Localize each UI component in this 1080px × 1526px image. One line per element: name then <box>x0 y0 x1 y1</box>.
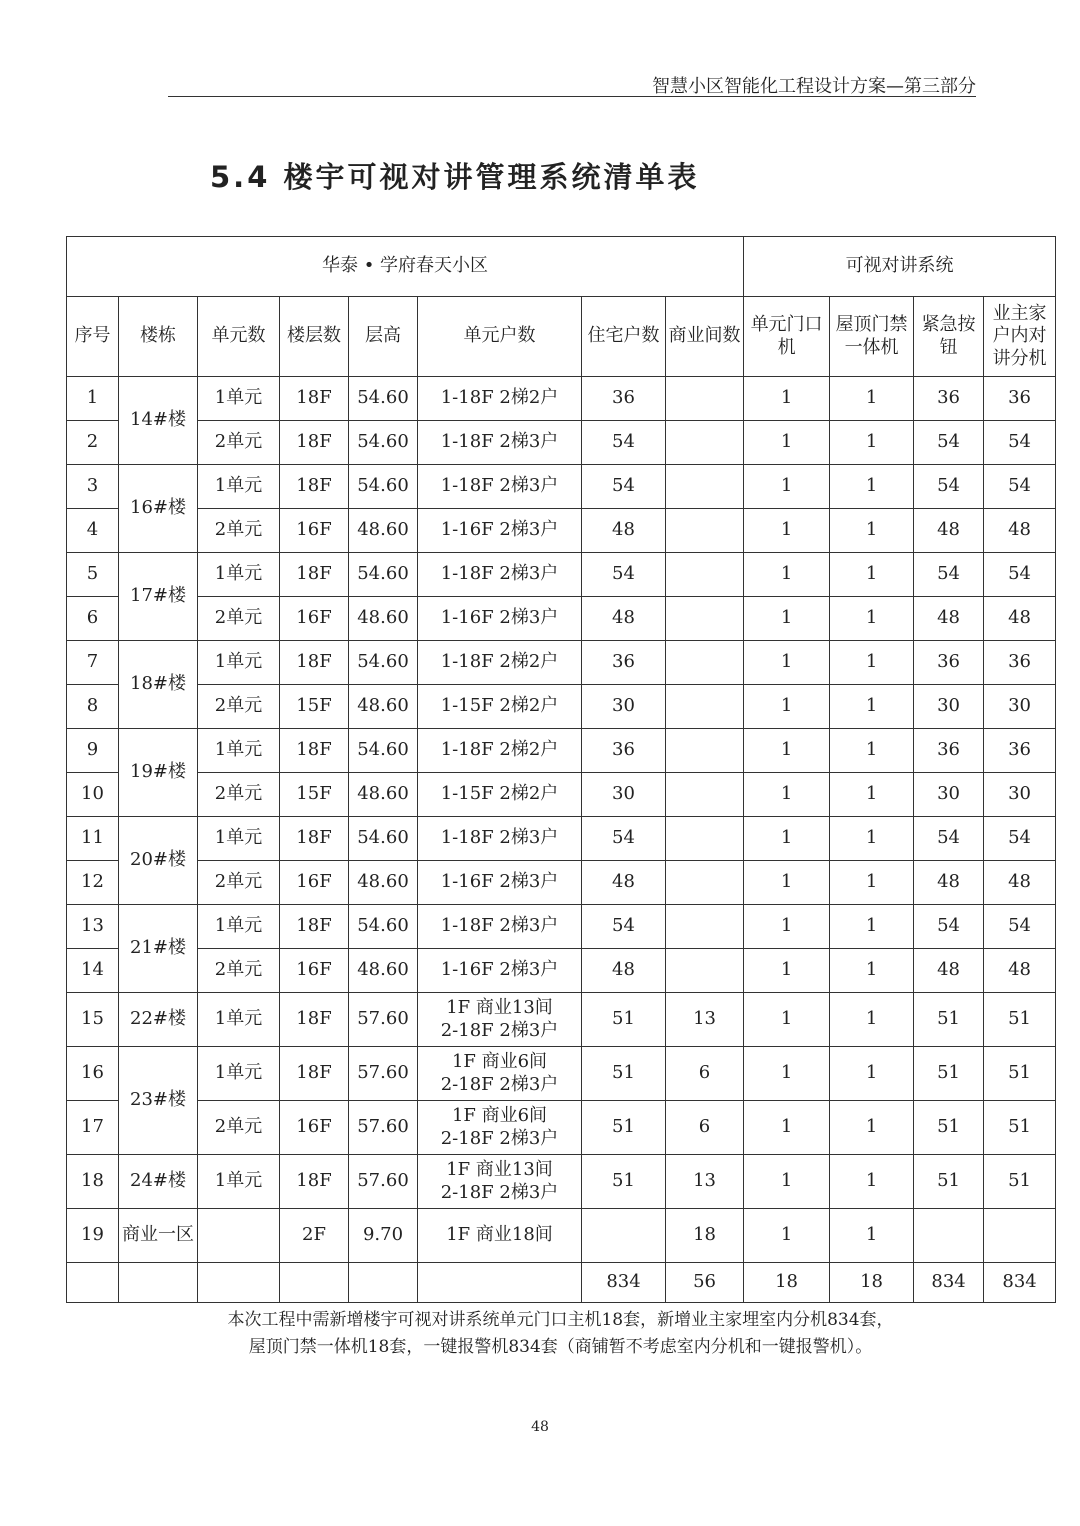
household-cell: 1-18F 2梯2户 <box>418 729 582 773</box>
document-header-title: 智慧小区智能化工程设计方案—第三部分 <box>652 76 976 97</box>
col-header-emergency-button: 紧急按钮 <box>914 297 984 377</box>
building-cell: 14#楼 <box>119 377 198 465</box>
floor-cell: 18F <box>280 993 349 1047</box>
table-row <box>67 1155 1056 1209</box>
residential-cell <box>582 1209 666 1263</box>
row-index: 10 <box>67 773 119 817</box>
residential-cell: 48 <box>582 861 666 905</box>
floor-cell: 18F <box>280 729 349 773</box>
residential-cell: 54 <box>582 905 666 949</box>
floor-cell: 18F <box>280 377 349 421</box>
unit-cell: 2单元 <box>198 509 280 553</box>
totals-row <box>67 1263 1056 1303</box>
roof-access-cell: 1 <box>830 729 914 773</box>
empty-cell <box>349 1263 418 1303</box>
door-station-cell: 1 <box>744 1209 830 1263</box>
height-cell: 48.60 <box>349 597 418 641</box>
row-index: 3 <box>67 465 119 509</box>
empty-cell <box>280 1263 349 1303</box>
table-row <box>67 509 1056 553</box>
residential-cell: 36 <box>582 377 666 421</box>
unit-cell: 1单元 <box>198 553 280 597</box>
floor-cell: 16F <box>280 1101 349 1155</box>
height-cell: 48.60 <box>349 861 418 905</box>
commercial-cell <box>666 421 744 465</box>
row-index: 8 <box>67 685 119 729</box>
unit-cell: 2单元 <box>198 421 280 465</box>
table-row <box>67 685 1056 729</box>
unit-cell: 2单元 <box>198 1101 280 1155</box>
indoor-unit-cell: 54 <box>984 421 1056 465</box>
household-line-2: 2-18F 2梯3户 <box>440 1019 559 1041</box>
household-line-2: 2-18F 2梯3户 <box>440 1127 559 1149</box>
section-title: 5.4 楼宇可视对讲管理系统清单表 <box>210 160 700 194</box>
height-cell: 54.60 <box>349 553 418 597</box>
floor-cell: 15F <box>280 685 349 729</box>
height-cell: 54.60 <box>349 421 418 465</box>
building-cell: 20#楼 <box>119 817 198 905</box>
household-cell <box>418 993 582 1047</box>
household-cell: 1-18F 2梯2户 <box>418 641 582 685</box>
commercial-cell <box>666 949 744 993</box>
empty-cell <box>119 1263 198 1303</box>
indoor-unit-cell: 54 <box>984 817 1056 861</box>
indoor-unit-cell: 30 <box>984 773 1056 817</box>
roof-access-cell: 1 <box>830 377 914 421</box>
empty-cell <box>198 1263 280 1303</box>
building-cell: 24#楼 <box>119 1155 198 1209</box>
household-line-1: 1F 商业13间 <box>446 1159 553 1180</box>
row-index: 18 <box>67 1155 119 1209</box>
floor-cell: 16F <box>280 597 349 641</box>
emergency-cell: 36 <box>914 729 984 773</box>
commercial-cell <box>666 861 744 905</box>
indoor-unit-cell: 48 <box>984 949 1056 993</box>
emergency-cell: 30 <box>914 773 984 817</box>
indoor-unit-cell <box>984 1209 1056 1263</box>
total-roof-access: 18 <box>830 1263 914 1303</box>
unit-cell: 2单元 <box>198 597 280 641</box>
roof-access-cell: 1 <box>830 597 914 641</box>
roof-access-cell: 1 <box>830 509 914 553</box>
emergency-cell: 51 <box>914 1047 984 1101</box>
door-station-cell: 1 <box>744 1047 830 1101</box>
household-cell <box>418 1101 582 1155</box>
door-station-cell: 1 <box>744 861 830 905</box>
height-cell: 48.60 <box>349 949 418 993</box>
table-row <box>67 817 1056 861</box>
height-cell: 54.60 <box>349 465 418 509</box>
height-cell: 48.60 <box>349 685 418 729</box>
height-cell: 54.60 <box>349 641 418 685</box>
door-station-cell: 1 <box>744 421 830 465</box>
residential-cell: 48 <box>582 509 666 553</box>
household-cell <box>418 1155 582 1209</box>
col-header-residential: 住宅户数 <box>582 297 666 377</box>
table-row <box>67 861 1056 905</box>
building-cell: 商业一区 <box>119 1209 198 1263</box>
empty-cell <box>418 1263 582 1303</box>
commercial-cell <box>666 817 744 861</box>
emergency-cell: 36 <box>914 377 984 421</box>
roof-access-cell: 1 <box>830 465 914 509</box>
summary-note-line-2: 屋顶门禁一体机18套，一键报警机834套（商铺暂不考虑室内分机和一键报警机）。 <box>248 1337 873 1357</box>
household-cell: 1-18F 2梯3户 <box>418 421 582 465</box>
empty-cell <box>67 1263 119 1303</box>
emergency-cell: 54 <box>914 817 984 861</box>
household-line-1: 1F 商业6间 <box>451 1051 548 1072</box>
indoor-unit-cell: 54 <box>984 905 1056 949</box>
emergency-cell <box>914 1209 984 1263</box>
unit-cell: 2单元 <box>198 861 280 905</box>
roof-access-cell: 1 <box>830 773 914 817</box>
total-door-station: 18 <box>744 1263 830 1303</box>
residential-cell: 54 <box>582 817 666 861</box>
row-index: 9 <box>67 729 119 773</box>
row-index: 14 <box>67 949 119 993</box>
roof-access-cell: 1 <box>830 1155 914 1209</box>
floor-cell: 18F <box>280 641 349 685</box>
roof-access-cell: 1 <box>830 1047 914 1101</box>
table-row <box>67 1101 1056 1155</box>
unit-cell: 2单元 <box>198 949 280 993</box>
row-index: 19 <box>67 1209 119 1263</box>
door-station-cell: 1 <box>744 509 830 553</box>
indoor-unit-cell: 48 <box>984 509 1056 553</box>
table-row <box>67 597 1056 641</box>
summary-note-line-1: 本次工程中需新增楼宇可视对讲系统单元门口主机18套，新增业主家埋室内分机834套， <box>227 1310 894 1330</box>
door-station-cell: 1 <box>744 1101 830 1155</box>
household-cell <box>418 1047 582 1101</box>
building-cell: 22#楼 <box>119 993 198 1047</box>
indoor-unit-cell: 54 <box>984 553 1056 597</box>
indoor-unit-cell: 51 <box>984 1101 1056 1155</box>
residential-cell: 54 <box>582 465 666 509</box>
indoor-unit-cell: 48 <box>984 597 1056 641</box>
floor-cell: 15F <box>280 773 349 817</box>
residential-cell: 51 <box>582 1155 666 1209</box>
building-cell: 21#楼 <box>119 905 198 993</box>
table-row <box>67 949 1056 993</box>
household-line-1: 1F 商业6间 <box>451 1105 548 1126</box>
table-column-header-row <box>67 297 1056 377</box>
commercial-cell <box>666 377 744 421</box>
height-cell: 54.60 <box>349 729 418 773</box>
door-station-cell: 1 <box>744 729 830 773</box>
col-header-units: 单元数 <box>198 297 280 377</box>
residential-cell: 54 <box>582 553 666 597</box>
row-index: 17 <box>67 1101 119 1155</box>
col-header-index: 序号 <box>67 297 119 377</box>
indoor-unit-cell: 51 <box>984 1155 1056 1209</box>
floor-cell: 16F <box>280 949 349 993</box>
household-cell: 1-16F 2梯3户 <box>418 509 582 553</box>
height-cell: 57.60 <box>349 1047 418 1101</box>
row-index: 6 <box>67 597 119 641</box>
roof-access-cell: 1 <box>830 553 914 597</box>
height-cell: 54.60 <box>349 817 418 861</box>
height-cell: 48.60 <box>349 509 418 553</box>
col-header-height: 层高 <box>349 297 418 377</box>
intercom-inventory-table <box>66 236 1056 1303</box>
indoor-unit-cell: 30 <box>984 685 1056 729</box>
row-index: 2 <box>67 421 119 465</box>
table-row <box>67 641 1056 685</box>
col-header-floors: 楼层数 <box>280 297 349 377</box>
indoor-unit-cell: 36 <box>984 729 1056 773</box>
household-line-1: 1F 商业13间 <box>446 997 553 1018</box>
col-header-building: 楼栋 <box>119 297 198 377</box>
table-row <box>67 729 1056 773</box>
unit-cell: 1单元 <box>198 641 280 685</box>
household-cell: 1-18F 2梯3户 <box>418 817 582 861</box>
residential-cell: 36 <box>582 729 666 773</box>
roof-access-cell: 1 <box>830 905 914 949</box>
floor-cell: 18F <box>280 1155 349 1209</box>
floor-cell: 18F <box>280 553 349 597</box>
floor-cell: 18F <box>280 817 349 861</box>
table-row <box>67 377 1056 421</box>
indoor-unit-cell: 48 <box>984 861 1056 905</box>
household-cell: 1-18F 2梯3户 <box>418 465 582 509</box>
table-group-header-row <box>67 237 1056 297</box>
commercial-cell <box>666 553 744 597</box>
door-station-cell: 1 <box>744 817 830 861</box>
row-index: 13 <box>67 905 119 949</box>
floor-cell: 18F <box>280 465 349 509</box>
height-cell: 54.60 <box>349 905 418 949</box>
unit-cell <box>198 1209 280 1263</box>
row-index: 1 <box>67 377 119 421</box>
page-number: 48 <box>531 1419 549 1435</box>
residential-cell: 30 <box>582 685 666 729</box>
emergency-cell: 54 <box>914 553 984 597</box>
commercial-cell: 18 <box>666 1209 744 1263</box>
unit-cell: 1单元 <box>198 817 280 861</box>
door-station-cell: 1 <box>744 641 830 685</box>
door-station-cell: 1 <box>744 905 830 949</box>
door-station-cell: 1 <box>744 597 830 641</box>
table-row <box>67 993 1056 1047</box>
commercial-cell <box>666 905 744 949</box>
total-commercial: 56 <box>666 1263 744 1303</box>
header-divider <box>168 96 976 97</box>
row-index: 7 <box>67 641 119 685</box>
col-header-door-station: 单元门口机 <box>744 297 830 377</box>
residential-cell: 54 <box>582 421 666 465</box>
commercial-cell <box>666 685 744 729</box>
commercial-cell: 6 <box>666 1101 744 1155</box>
table-row <box>67 905 1056 949</box>
height-cell: 57.60 <box>349 993 418 1047</box>
household-cell: 1-15F 2梯2户 <box>418 773 582 817</box>
commercial-cell <box>666 509 744 553</box>
door-station-cell: 1 <box>744 993 830 1047</box>
roof-access-cell: 1 <box>830 817 914 861</box>
commercial-cell: 13 <box>666 1155 744 1209</box>
household-cell: 1-15F 2梯2户 <box>418 685 582 729</box>
household-line-2: 2-18F 2梯3户 <box>440 1073 559 1095</box>
emergency-cell: 48 <box>914 949 984 993</box>
col-header-indoor-unit: 业主家户内对讲分机 <box>984 297 1056 377</box>
floor-cell: 18F <box>280 421 349 465</box>
household-cell: 1-18F 2梯2户 <box>418 377 582 421</box>
table-row <box>67 421 1056 465</box>
row-index: 15 <box>67 993 119 1047</box>
total-residential: 834 <box>582 1263 666 1303</box>
floor-cell: 18F <box>280 905 349 949</box>
unit-cell: 2单元 <box>198 773 280 817</box>
roof-access-cell: 1 <box>830 1101 914 1155</box>
residential-cell: 48 <box>582 949 666 993</box>
indoor-unit-cell: 51 <box>984 1047 1056 1101</box>
unit-cell: 1单元 <box>198 993 280 1047</box>
total-emergency: 834 <box>914 1263 984 1303</box>
unit-cell: 1单元 <box>198 1155 280 1209</box>
project-name-cell: 华泰 • 学府春天小区 <box>67 237 744 297</box>
household-cell: 1F 商业18间 <box>418 1209 582 1263</box>
emergency-cell: 36 <box>914 641 984 685</box>
emergency-cell: 54 <box>914 421 984 465</box>
indoor-unit-cell: 51 <box>984 993 1056 1047</box>
emergency-cell: 48 <box>914 861 984 905</box>
residential-cell: 30 <box>582 773 666 817</box>
household-cell: 1-16F 2梯3户 <box>418 861 582 905</box>
commercial-cell <box>666 773 744 817</box>
commercial-cell <box>666 729 744 773</box>
height-cell: 57.60 <box>349 1101 418 1155</box>
roof-access-cell: 1 <box>830 949 914 993</box>
commercial-cell <box>666 641 744 685</box>
system-name-cell: 可视对讲系统 <box>744 237 1056 297</box>
unit-cell: 1单元 <box>198 905 280 949</box>
residential-cell: 51 <box>582 1101 666 1155</box>
household-cell: 1-16F 2梯3户 <box>418 949 582 993</box>
col-header-unit-households: 单元户数 <box>418 297 582 377</box>
emergency-cell: 51 <box>914 1101 984 1155</box>
row-index: 11 <box>67 817 119 861</box>
height-cell: 48.60 <box>349 773 418 817</box>
emergency-cell: 54 <box>914 905 984 949</box>
door-station-cell: 1 <box>744 685 830 729</box>
height-cell: 57.60 <box>349 1155 418 1209</box>
roof-access-cell: 1 <box>830 685 914 729</box>
residential-cell: 36 <box>582 641 666 685</box>
door-station-cell: 1 <box>744 1155 830 1209</box>
roof-access-cell: 1 <box>830 1209 914 1263</box>
total-indoor-unit: 834 <box>984 1263 1056 1303</box>
row-index: 12 <box>67 861 119 905</box>
household-cell: 1-18F 2梯3户 <box>418 905 582 949</box>
residential-cell: 48 <box>582 597 666 641</box>
emergency-cell: 48 <box>914 509 984 553</box>
household-cell: 1-16F 2梯3户 <box>418 597 582 641</box>
roof-access-cell: 1 <box>830 421 914 465</box>
emergency-cell: 51 <box>914 1155 984 1209</box>
height-cell: 54.60 <box>349 377 418 421</box>
indoor-unit-cell: 36 <box>984 641 1056 685</box>
building-cell: 17#楼 <box>119 553 198 641</box>
household-line-2: 2-18F 2梯3户 <box>440 1181 559 1203</box>
commercial-cell: 6 <box>666 1047 744 1101</box>
roof-access-cell: 1 <box>830 861 914 905</box>
door-station-cell: 1 <box>744 465 830 509</box>
table-row <box>67 465 1056 509</box>
emergency-cell: 30 <box>914 685 984 729</box>
commercial-cell <box>666 597 744 641</box>
col-header-commercial: 商业间数 <box>666 297 744 377</box>
table-row <box>67 1209 1056 1263</box>
door-station-cell: 1 <box>744 377 830 421</box>
row-index: 5 <box>67 553 119 597</box>
door-station-cell: 1 <box>744 773 830 817</box>
table-row <box>67 1047 1056 1101</box>
height-cell: 9.70 <box>349 1209 418 1263</box>
row-index: 4 <box>67 509 119 553</box>
unit-cell: 1单元 <box>198 729 280 773</box>
floor-cell: 16F <box>280 861 349 905</box>
row-index: 16 <box>67 1047 119 1101</box>
commercial-cell: 13 <box>666 993 744 1047</box>
door-station-cell: 1 <box>744 553 830 597</box>
door-station-cell: 1 <box>744 949 830 993</box>
unit-cell: 1单元 <box>198 1047 280 1101</box>
emergency-cell: 48 <box>914 597 984 641</box>
roof-access-cell: 1 <box>830 993 914 1047</box>
emergency-cell: 54 <box>914 465 984 509</box>
building-cell: 23#楼 <box>119 1047 198 1155</box>
unit-cell: 2单元 <box>198 685 280 729</box>
roof-access-cell: 1 <box>830 641 914 685</box>
building-cell: 16#楼 <box>119 465 198 553</box>
indoor-unit-cell: 54 <box>984 465 1056 509</box>
building-cell: 19#楼 <box>119 729 198 817</box>
indoor-unit-cell: 36 <box>984 377 1056 421</box>
household-cell: 1-18F 2梯3户 <box>418 553 582 597</box>
residential-cell: 51 <box>582 1047 666 1101</box>
col-header-roof-access: 屋顶门禁一体机 <box>830 297 914 377</box>
commercial-cell <box>666 465 744 509</box>
residential-cell: 51 <box>582 993 666 1047</box>
unit-cell: 1单元 <box>198 377 280 421</box>
unit-cell: 1单元 <box>198 465 280 509</box>
floor-cell: 2F <box>280 1209 349 1263</box>
table-row <box>67 553 1056 597</box>
floor-cell: 18F <box>280 1047 349 1101</box>
building-cell: 18#楼 <box>119 641 198 729</box>
table-row <box>67 773 1056 817</box>
floor-cell: 16F <box>280 509 349 553</box>
emergency-cell: 51 <box>914 993 984 1047</box>
